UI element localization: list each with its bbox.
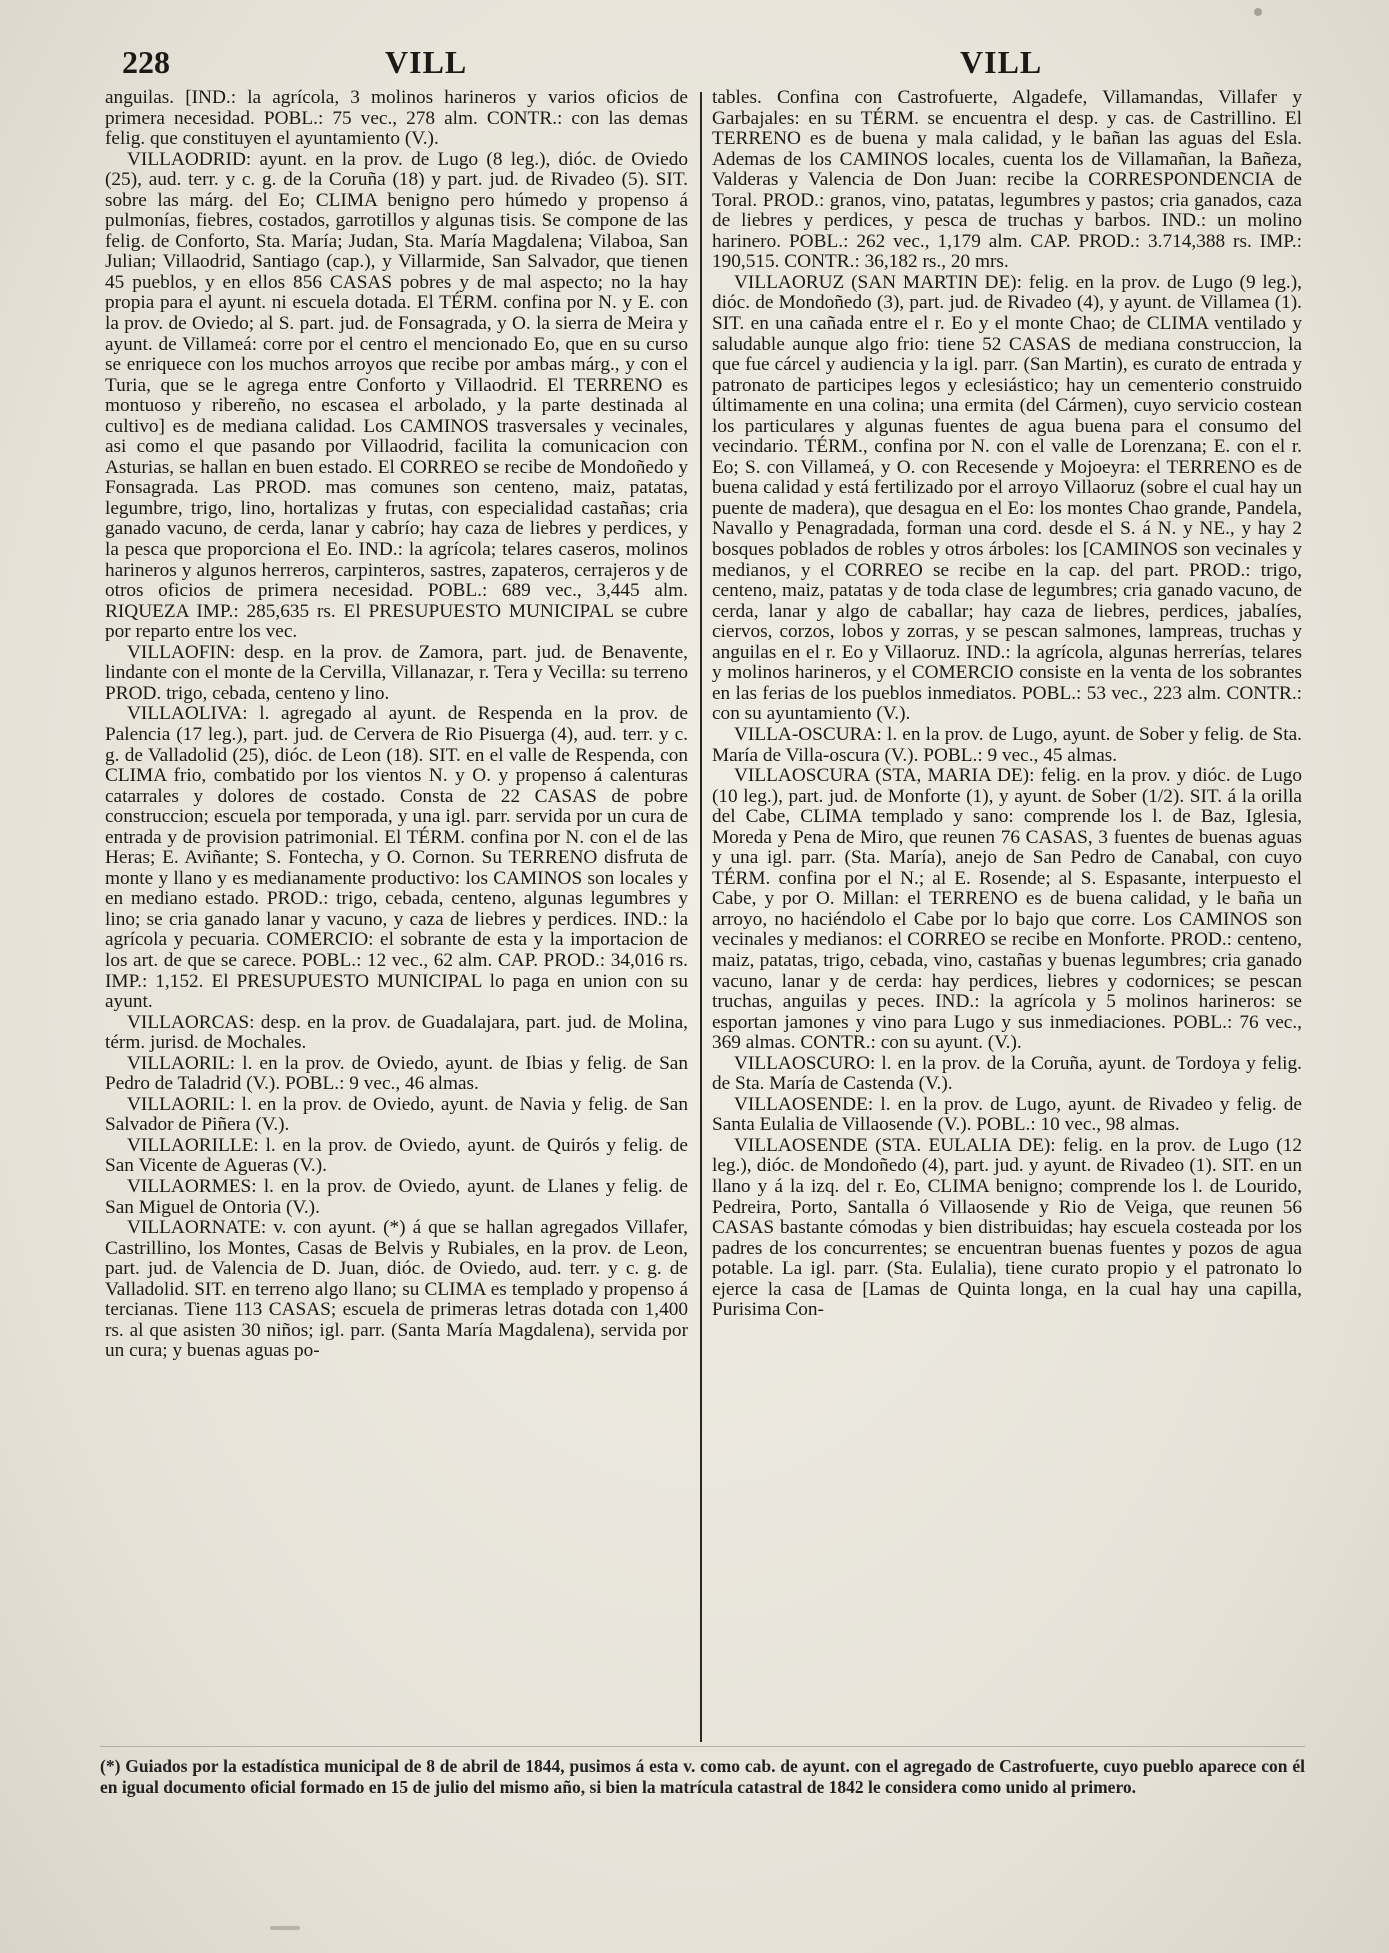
column-rule — [700, 92, 702, 1742]
entry-paragraph: VILLAOSENDE (STA. EULALIA DE): felig. en la prov. de Lugo (12 leg.), dióc. de Mondoñedo (4), part. jud. y ayunt. de Rivadeo (1). SIT. en un llano y á la izq. del r. Eo, CLIMA benigno; comprende los l. de Lourido, Pedreira, Porto, Santalla ó Villaosende y Rio de Veiga, que reunen 56 CASAS bastante cómodas y bien distribuidas; hay escuela costeada por los padres de los concurrentes; se encuentran buenas fuentes y pozos de agua potable. La igl. parr. (Sta. Eulalia), tiene curato propio y el patronato lo ejerce la casa de [Lamas de Quinta longa, en la cual hay una capilla, Purisima Con- — [712, 1134, 1302, 1321]
entry-paragraph: VILLAODRID: ayunt. en la prov. de Lugo (8 leg.), dióc. de Oviedo (25), aud. terr. y c. g. de la Coruña (18) y part. jud. de Rivadeo (5). SIT. sobre las márg. del Eo; CLIMA benigno pero húmedo y propenso á pulmonías, fiebres, costados, garrotillos y algunas tisis. Se compone de las felig. de Conforto, Sta. María; Judan, Sta. María Magdalena; Vilaboa, San Julian; Villaodrid, Santiago (cap.), y Villarmide, San Salvador, que tienen 45 pueblos, y en ellos 856 CASAS pobres y de mal aspecto; no la hay propia para el ayunt. ni escuela dotada. El TÉRM. confina por N. y E. con la prov. de Oviedo; al S. part. jud. de Fonsagrada, y O. la sierra de Meira y ayunt. de Villameá: corre por el centro el mencionado Eo, que en su curso se enriquece con los muchos arroyos que recibe por ambas márg., y con el Turia, que se le agrega entre Conforto y Villaodrid. El TERRENO es montuoso y ribereño, no escasea el arbolado, y la parte destinada al cultivo] es de mediana calidad. Los CAMINOS trasversales y vecinales, asi como el que pasando por Villaodrid, facilita la comunicacion con Asturias, se hallan en buen estado. El CORREO se recibe de Mondoñedo y Fonsagrada. Las PROD. mas comunes son centeno, maiz, patatas, legumbre, trigo, lino, hortalizas y frutas, con especialidad castañas; cria ganado vacuno, de cerda, lanar y cabrío; hay caza de liebres y perdices, y la pesca que proporciona el Eo. IND.: la agrícola; telares caseros, molinos harineros y algunos herreros, carpinteros, sastres, zapateros, cerrajeros y de otros oficios de primera necesidad. POBL.: 689 vec., 3,445 alm. RIQUEZA IMP.: 285,635 rs. El PRESUPUESTO MUNICIPAL se cubre por reparto entre los vec. — [105, 148, 688, 643]
ink-smudge — [270, 1926, 300, 1930]
right-running-heading: VILL — [960, 44, 1043, 80]
left-column — [105, 88, 688, 1736]
right-column — [712, 88, 1302, 1736]
entry-paragraph: VILLAOLIVA: l. agregado al ayunt. de Respenda en la prov. de Palencia (17 leg.), part. jud. de Cervera de Rio Pisuerga (4), aud. terr. y c. g. de Valladolid (25), dióc. de Leon (18). SIT. en el valle de Respenda, con CLIMA frio, combatido por los vientos N. y O. y propenso á calenturas catarrales y dolores de costado. Consta de 22 CASAS de pobre construccion; escuela por temporada, y una igl. parr. servida por un cura de entrada y de provision patrimonial. El TÉRM. confina por N. con el de las Heras; E. Aviñante; S. Fontecha, y O. Cornon. Su TERRENO disfruta de monte y llano y es medianamente productivo: los CAMINOS son locales y en mediano estado. PROD.: trigo, cebada, centeno, algunas legumbres y lino; se cria ganado lanar y vacuno, y caza de liebres y perdices. IND.: la agrícola y pecuaria. COMERCIO: el sobrante de esta y la importacion de los art. de que se carece. POBL.: 12 vec., 62 alm. CAP. PROD.: 34,016 rs. IMP.: 1,152. El PRESUPUESTO MUNICIPAL lo paga en union con su ayunt. — [105, 703, 688, 1013]
entry-paragraph: VILLAORILLE: l. en la prov. de Oviedo, ayunt. de Quirós y felig. de San Vicente de Agueras (V.). — [105, 1134, 688, 1177]
entry-paragraph: VILLAOFIN: desp. en la prov. de Zamora, part. jud. de Benavente, lindante con el monte de la Cervilla, Villanazar, r. Tera y Vecilla: su terreno PROD. trigo, cebada, centeno y lino. — [105, 641, 688, 704]
entry-paragraph: VILLAORUZ (SAN MARTIN DE): felig. en la prov. de Lugo (9 leg.), dióc. de Mondoñedo (3), part. jud. de Rivadeo (4), y ayunt. de Villamea (1). SIT. en una cañada entre el r. Eo y el monte Chao; de CLIMA ventilado y saludable aunque algo frio: tiene 52 CASAS de mediana construccion, la que fue cárcel y audiencia y la igl. parr. (San Martin), es curato de entrada y patronato de participes legos y eclesiástico; hay un cementerio construido últimamente en una colina; una ermita (del Cármen), cuyo servicio costean los particulares y algunas fuentes de agua buena para el consumo del vecindario. TÉRM., confina por N. con el valle de Lorenzana; E. con el r. Eo; S. con Villameá, y O. con Recesende y Mojoeyra: el TERRENO es de buena calidad y está fertilizado por el arroyo Villaoruz (sobre el cual hay un puente de madera), que desagua en el Eo: los montes Chao grande, Pandela, Navallo y Penagradada, forman una cord. desde el S. á N. y NE., y hay 2 bosques poblados de robles y otros árboles: los [CAMINOS son vecinales y medianos, y el CORREO se recibe en la cap. del part. PROD.: trigo, centeno, maiz, patatas y de toda clase de legumbres; cria ganado vacuno, de cerda, lanar y algo de caballar; hay caza de liebres, perdices, jabalíes, ciervos, corzos, lobos y zorras, y se pescan salmones, lampreas, truchas y anguilas en el r. Eo y Villaoruz. IND.: la agrícola, algunas herrerías, telares y molinos harineros, y el COMERCIO consiste en la venta de los sobrantes en las ferias de los pueblos inmediatos. POBL.: 53 vec., 223 alm. CONTR.: con su ayuntamiento (V.). — [712, 271, 1302, 725]
entry-paragraph: VILLAORIL: l. en la prov. de Oviedo, ayunt. de Navia y felig. de San Salvador de Piñera (V.). — [105, 1093, 688, 1136]
left-running-heading: VILL — [385, 44, 468, 80]
ink-smudge — [1254, 8, 1262, 16]
entry-paragraph: VILLAORIL: l. en la prov. de Oviedo, ayunt. de Ibias y felig. de San Pedro de Taladrid (V.). POBL.: 9 vec., 46 almas. — [105, 1052, 688, 1095]
entry-paragraph: anguilas. [IND.: la agrícola, 3 molinos harineros y varios oficios de primera necesidad. POBL.: 75 vec., 278 alm. CONTR.: con las demas felig. que constituyen el ayuntamiento (V.). — [105, 88, 688, 150]
entry-paragraph: VILLAORCAS: desp. en la prov. de Guadalajara, part. jud. de Molina, térm. jurisd. de Mochales. — [105, 1011, 688, 1054]
entry-paragraph: VILLAORMES: l. en la prov. de Oviedo, ayunt. de Llanes y felig. de San Miguel de Ontoria (V.). — [105, 1175, 688, 1218]
entry-paragraph: VILLAOSCURA (STA, MARIA DE): felig. en la prov. y dióc. de Lugo (10 leg.), part. jud. de Monforte (1), y ayunt. de Sober (1/2). SIT. á la orilla del Cabe, CLIMA templado y sano: comprende los l. de Baz, Iglesia, Moreda y Pena de Miro, que reunen 76 CASAS, 3 fuentes de buenas aguas y una igl. parr. (Sta. María), anejo de San Pedro de Canabal, con cuyo TÉRM. confina por el N.; al E. Rosende; al S. Espasante, interpuesto el Cabe, y por O. Millan: el TERRENO es de buena calidad, y le baña un arroyo, no haciéndolo el Cabe por lo bajo que corre. Los CAMINOS son vecinales y medianos: el CORREO se recibe en Monforte. PROD.: centeno, maiz, patatas, trigo, cebada, vino, castañas y buenas legumbres; cria ganado vacuno, lanar y de cerda: hay perdices, liebres y codornices; se pescan truchas, anguilas y peces. IND.: la agrícola y 5 molinos harineros: se esportan jamones y vino para Lugo y sus inmediaciones. POBL.: 76 vec., 369 almas. CONTR.: con su ayunt. (V.). — [712, 765, 1302, 1054]
running-header — [0, 44, 1389, 84]
entry-paragraph: VILLA-OSCURA: l. en la prov. de Lugo, ayunt. de Sober y felig. de Sta. María de Villa-oscura (V.). POBL.: 9 vec., 45 almas. — [712, 723, 1302, 766]
entry-paragraph: VILLAOSCURO: l. en la prov. de la Coruña, ayunt. de Tordoya y felig. de Sta. María de Castenda (V.). — [712, 1052, 1302, 1095]
entry-paragraph: tables. Confina con Castrofuerte, Algadefe, Villamandas, Villafer y Garbajales: en su TÉRM. se encuentra el desp. y cas. de Castrillino. El TERRENO es de buena y mala calidad, y le bañan las aguas del Esla. Ademas de los CAMINOS locales, cuenta los de Villamañan, la Bañeza, Valderas y Valencia de Don Juan: recibe la CORRESPONDENCIA de Toral. PROD.: granos, vino, patatas, legumbres y pastos; cria ganados, caza de liebres y perdices, y pesca de truchas y barbos. IND.: un molino harinero. POBL.: 262 vec., 1,179 alm. CAP. PROD.: 3.714,388 rs. IMP.: 190,515. CONTR.: 36,182 rs., 20 mrs. — [712, 88, 1302, 273]
entry-paragraph: VILLAOSENDE: l. en la prov. de Lugo, ayunt. de Rivadeo y felig. de Santa Eulalia de Villaosende (V.). POBL.: 10 vec., 98 almas. — [712, 1093, 1302, 1136]
page-number: 228 — [122, 44, 170, 80]
footnote-separator — [100, 1746, 1305, 1747]
footnote: (*) Guiados por la estadística municipal de 8 de abril de 1844, pusimos á esta v. como cab. de ayunt. con el agregado de Castrofuerte, cuyo pueblo aparece con él en igual documento oficial formado en 15 de julio del mismo año, si bien la matrícula catastral de 1842 le considera como unido al primero. — [100, 1756, 1305, 1797]
entry-paragraph: VILLAORNATE: v. con ayunt. (*) á que se hallan agregados Villafer, Castrillino, los Montes, Casas de Belvis y Rubiales, en la prov. de Leon, part. jud. de Valencia de D. Juan, dióc. de Oviedo, aud. terr. y c. g. de Valladolid. SIT. en terreno algo llano; su CLIMA es templado y propenso á tercianas. Tiene 113 CASAS; escuela de primeras letras dotada con 1,400 rs. al que asisten 30 niños; igl. parr. (Santa María Magdalena), servida por un cura; y buenas aguas po- — [105, 1217, 688, 1362]
